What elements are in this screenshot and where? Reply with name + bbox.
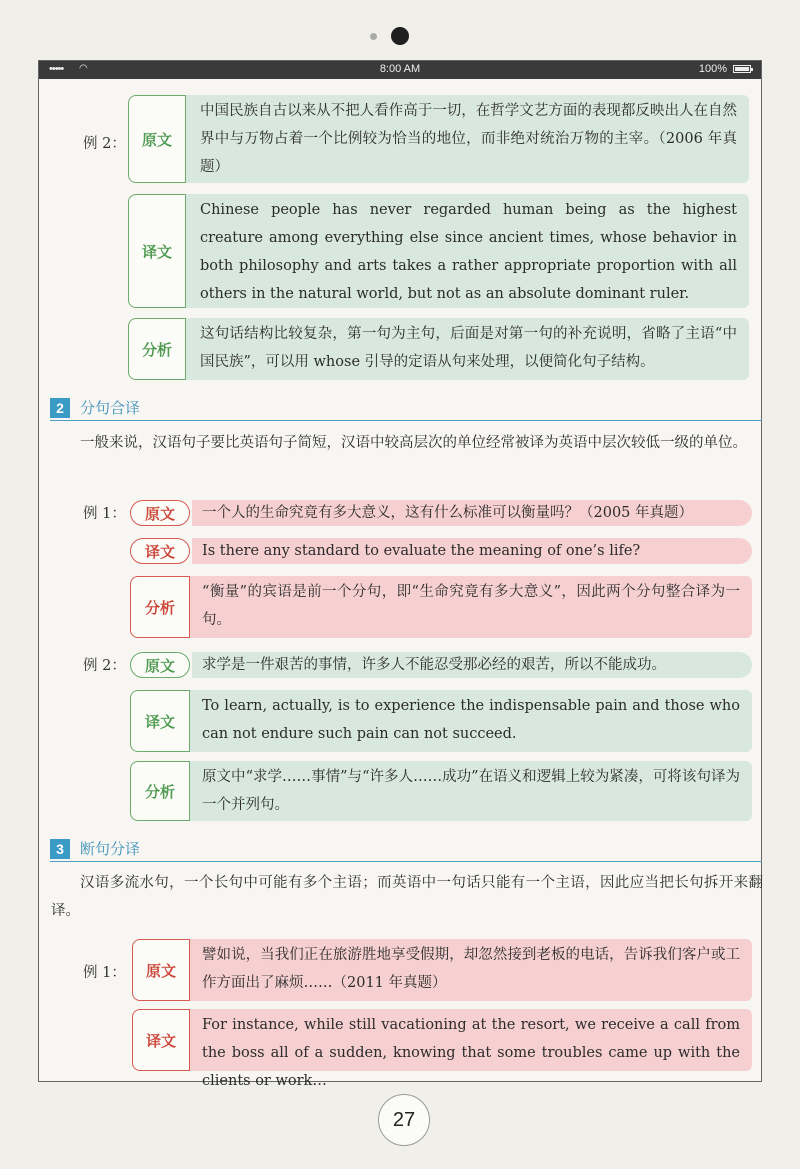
- example-label: 例 1：: [83, 506, 126, 522]
- analysis-tag: 分析: [128, 318, 186, 380]
- status-bar: [39, 61, 761, 79]
- page-number: 27: [378, 1094, 430, 1146]
- original-tag: 原文: [132, 939, 190, 1001]
- analysis-tag: 分析: [130, 576, 190, 638]
- original-tag: 原文: [128, 95, 186, 183]
- example-label: 例 2：: [83, 658, 126, 674]
- original-text: 一个人的生命究竟有多大意义，这有什么标准可以衡量吗？（2005 年真题）: [192, 500, 752, 526]
- tablet-screen: [38, 60, 763, 1089]
- status-time: 8:00 AM: [379, 63, 421, 75]
- tablet-camera-lens: [391, 27, 409, 45]
- section-header-3: [50, 839, 762, 862]
- original-text: 求学是一件艰苦的事情，许多人不能忍受那必经的艰苦，所以不能成功。: [192, 652, 752, 678]
- wifi-icon: ◠: [79, 63, 88, 74]
- translation-text: To learn, actually, is to experience the indispensable pain and those who can not endure such pain can not succeed.: [190, 690, 752, 752]
- translation-tag: 译文: [132, 1009, 190, 1071]
- section-header-2: [50, 398, 762, 421]
- section-number: 3: [50, 839, 70, 859]
- original-tag: 原文: [130, 652, 190, 678]
- original-tag: 原文: [130, 500, 190, 526]
- tablet-camera-dot: [370, 33, 377, 40]
- translation-tag: 译文: [128, 194, 186, 308]
- example-label: 例 1：: [83, 965, 126, 981]
- original-text: 譬如说，当我们正在旅游胜地享受假期，却忽然接到老板的电话，告诉我们客户或工作方面出了麻烦……（2011 年真题）: [190, 939, 752, 1001]
- translation-text: Is there any standard to evaluate the meaning of one’s life?: [192, 538, 752, 564]
- section-title: 断句分译: [80, 840, 141, 858]
- section-number: 2: [50, 398, 70, 418]
- translation-text: Chinese people has never regarded human being as the highest creature among everything else since ancient times, whose behavior in both philosophy and arts takes a rather appropriate proportion with all others in the natural world, but not as an absolute dominant ruler.: [186, 194, 749, 308]
- analysis-tag: 分析: [130, 761, 190, 821]
- analysis-text: 原文中“求学……事情”与“许多人……成功”在语义和逻辑上较为紧凑，可将该句译为一个并列句。: [190, 761, 752, 821]
- translation-tag: 译文: [130, 538, 190, 564]
- translation-tag: 译文: [130, 690, 190, 752]
- original-text: 中国民族自古以来从不把人看作高于一切，在哲学文艺方面的表现都反映出人在自然界中与万物占着一个比例较为恰当的地位，而非绝对统治万物的主宰。（2006 年真题）: [186, 95, 749, 183]
- analysis-text: “衡量”的宾语是前一个分句，即“生命究竟有多大意义”，因此两个分句整合译为一句。: [190, 576, 752, 638]
- section-title: 分句合译: [80, 399, 141, 417]
- signal-icon: •••••: [49, 63, 64, 75]
- example-label: 例 2：: [83, 136, 126, 152]
- section-intro: 汉语多流水句，一个长句中可能有多个主语；而英语中一句话只能有一个主语，因此应当把长句拆开来翻译。: [51, 875, 763, 919]
- analysis-text: 这句话结构比较复杂，第一句为主句，后面是对第一句的补充说明，省略了主语“中国民族”，可以用 whose 引导的定语从句来处理，以便简化句子结构。: [186, 318, 749, 380]
- section-intro: 一般来说，汉语句子要比英语句子简短，汉语中较高层次的单位经常被译为英语中层次较低一级的单位。: [80, 435, 747, 451]
- battery-percent: 100%: [698, 63, 727, 75]
- battery-icon: [733, 65, 751, 73]
- translation-text: For instance, while still vacationing at the resort, we receive a call from the boss all of a sudden, knowing that some troubles came up with the clients or work…: [190, 1009, 752, 1071]
